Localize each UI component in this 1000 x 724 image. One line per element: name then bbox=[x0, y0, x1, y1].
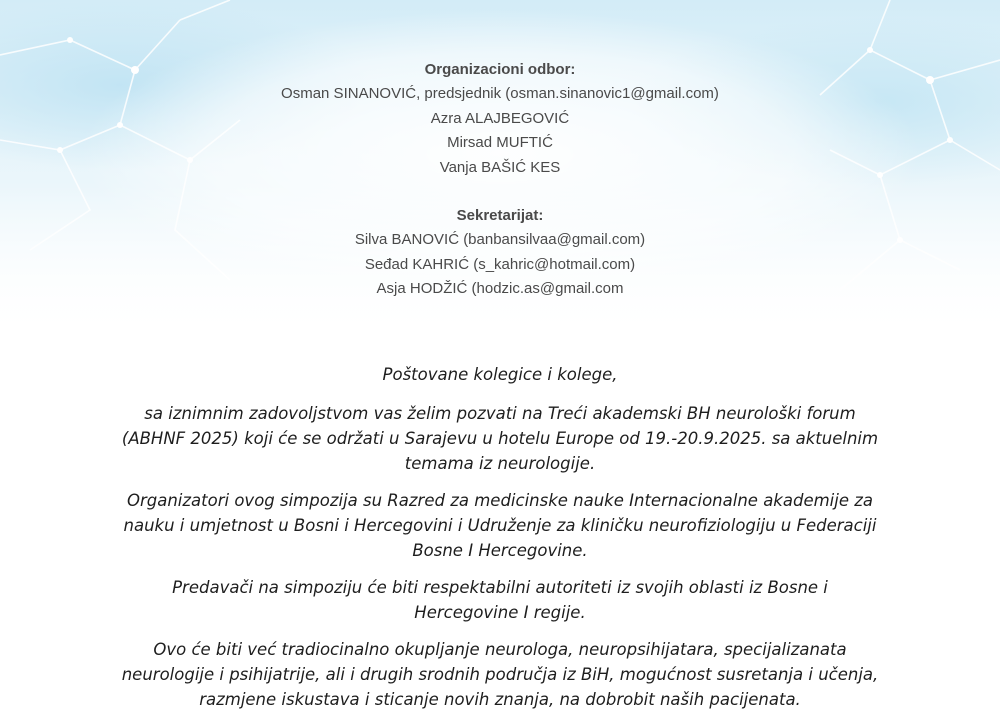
invitation-letter bbox=[120, 362, 880, 724]
letter-paragraph: Predavači na simpoziju će biti respektabilni autoriteti iz svojih oblasti iz Bosne i Hercegovine I regije. bbox=[172, 578, 828, 622]
secretariat-heading: Sekretarijat: bbox=[456, 207, 544, 224]
secretariat-member: Seđad KAHRIĆ (s_kahric@hotmail.com) bbox=[364, 255, 636, 273]
committee-member: Osman SINANOVIĆ, predsjednik (osman.sinanovic1@gmail.com) bbox=[281, 85, 719, 102]
committee-member: Mirsad MUFTIĆ bbox=[447, 134, 553, 151]
committee-block bbox=[0, 58, 1000, 302]
committee-member: Vanja BAŠIĆ KES bbox=[439, 158, 561, 176]
letter-paragraph: Organizatori ovog simpozija su Razred za medicinske nauke Internacionalne akademije za nauku i umjetnost u Bosni i Hercegovini i Udruženje za kliničku neurofiziologiju u Federaciji Bosne I Hercegovine. bbox=[123, 491, 877, 560]
letter-paragraph: Ovo će biti već tradiocinalno okupljanje neurologa, neuropsihijatara, specijalizanata neurologije i psihijatrije, ali i drugih srodnih područja iz BiH, mogućnost susretanja i učenja, razmjene iskustava i sticanje novih znanja, na dobrobit naših pacijenata. bbox=[121, 640, 879, 709]
committee-member: Azra ALAJBEGOVIĆ bbox=[430, 109, 570, 127]
letter-greeting: Poštovane kolegice i kolege, bbox=[382, 365, 618, 384]
secretariat-member: Asja HODŽIĆ (hodzic.as@gmail.com bbox=[376, 280, 624, 297]
organizing-committee-heading: Organizacioni odbor: bbox=[424, 61, 576, 78]
section-spacer bbox=[0, 180, 1000, 204]
secretariat-member: Silva BANOVIĆ (banbansilvaa@gmail.com) bbox=[354, 231, 646, 248]
letter-paragraph: sa iznimnim zadovoljstvom vas želim pozvati na Treći akademski BH neurološki forum (ABHNF 2025) koji će se održati u Sarajevu u hotelu Europe od 19.-20.9.2025. sa aktuelnim temama iz neurologije. bbox=[121, 404, 879, 473]
